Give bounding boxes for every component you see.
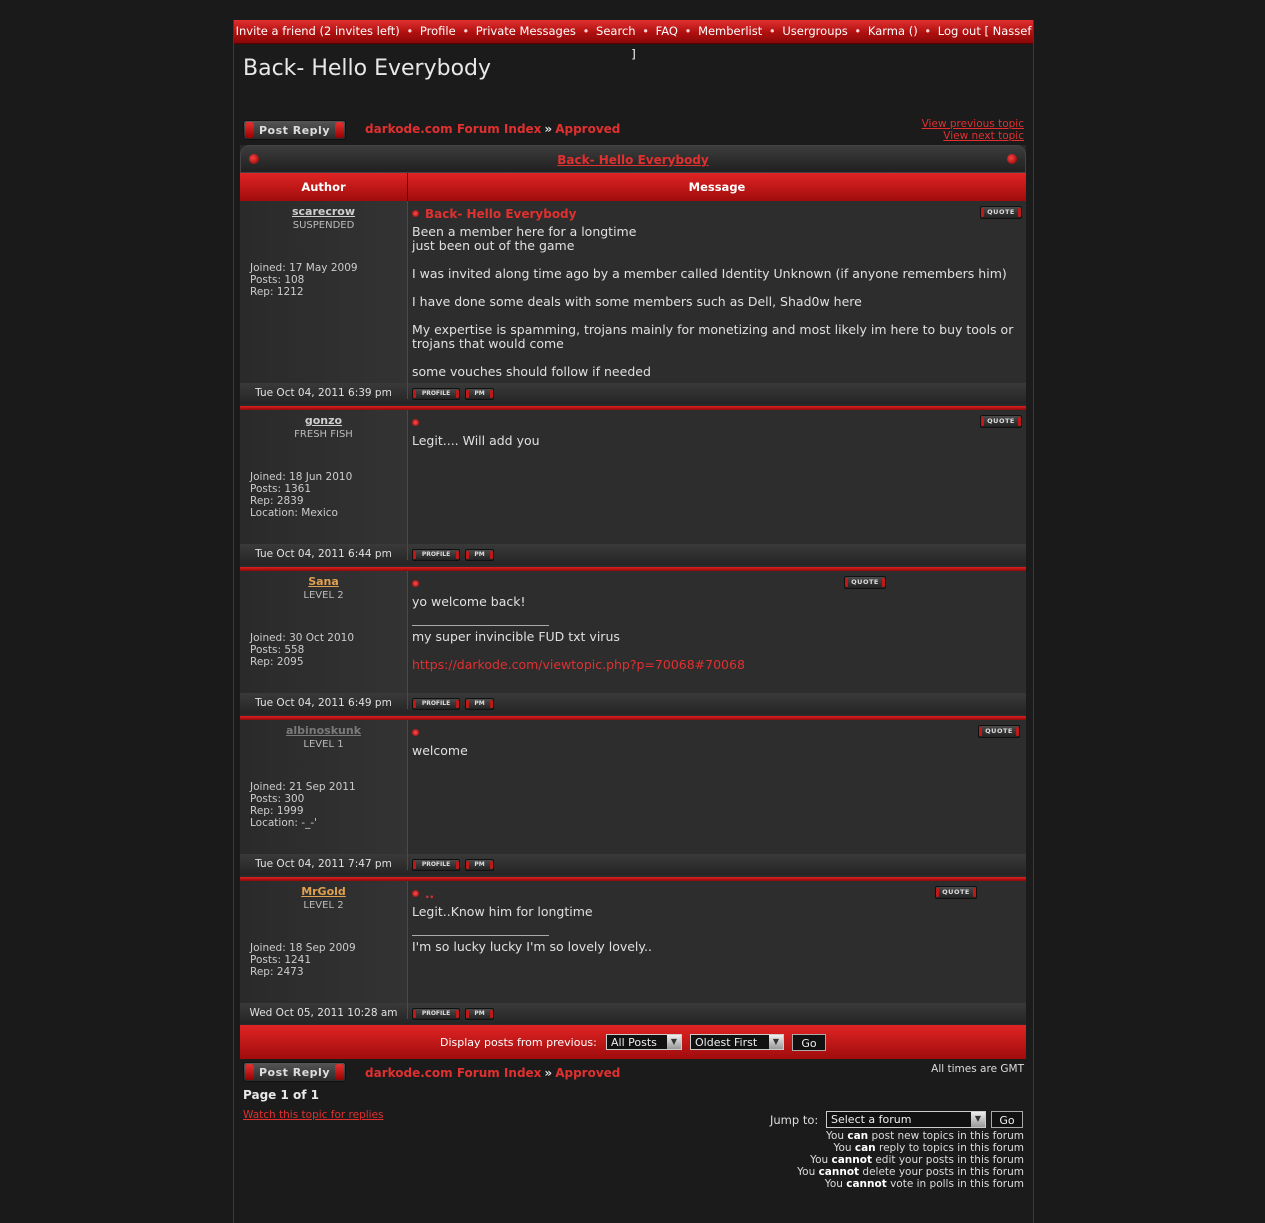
breadcrumb-forum-approved[interactable]: Approved	[555, 1066, 621, 1080]
post-date: Wed Oct 05, 2011 10:28 am	[240, 1003, 408, 1019]
author-location: Location: Mexico	[250, 507, 338, 519]
quote-button[interactable]: QUOTE	[978, 725, 1020, 738]
post-footer	[240, 383, 1026, 404]
post-subject	[412, 416, 425, 430]
top-navigation	[234, 20, 1033, 61]
jump-to-label: Jump to:	[770, 1113, 819, 1127]
forum-permissions	[797, 1130, 1024, 1190]
post-bullet-icon	[412, 210, 419, 217]
post-bullet-icon	[412, 419, 419, 426]
post-author-info	[250, 781, 356, 829]
page-title: Back- Hello Everybody	[243, 56, 492, 81]
topic-navigation-links	[922, 118, 1024, 142]
author-rep: Rep: 2095	[250, 656, 304, 668]
quote-button[interactable]: QUOTE	[980, 206, 1022, 219]
nav-item-6[interactable]: Usergroups	[782, 24, 848, 38]
display-posts-select[interactable]: All Posts ▼	[606, 1034, 682, 1050]
breadcrumb-bottom: darkode.com Forum Index » Approved	[365, 1066, 621, 1080]
post-message	[408, 720, 1026, 854]
author-posts: Posts: 558	[250, 644, 305, 656]
post-date: Tue Oct 04, 2011 7:47 pm	[240, 854, 408, 870]
permission-line: You cannot vote in polls in this forum	[824, 1178, 1024, 1190]
profile-button[interactable]: PROFILE	[412, 549, 460, 561]
post-message	[408, 881, 1026, 1003]
posts-table	[240, 145, 1026, 1059]
signature-divider	[412, 625, 549, 626]
post-footer	[240, 854, 1026, 875]
nav-separator: •	[578, 24, 594, 38]
quote-button[interactable]: QUOTE	[844, 576, 886, 589]
nav-separator: •	[680, 24, 696, 38]
post-author-rank: SUSPENDED	[292, 220, 355, 231]
nav-item-7[interactable]: Karma ()	[867, 24, 918, 38]
display-go-button[interactable]: Go	[792, 1034, 826, 1051]
permission-line: You can post new topics in this forum	[825, 1130, 1024, 1142]
pm-button[interactable]: PM	[465, 859, 494, 871]
post-message	[408, 410, 1026, 544]
post-date: Tue Oct 04, 2011 6:44 pm	[240, 544, 408, 560]
page-wrapper	[233, 20, 1034, 1223]
display-options-bar	[240, 1025, 1026, 1059]
post-author-name[interactable]: gonzo	[304, 414, 343, 427]
author-joined: Joined: 17 May 2009	[250, 262, 358, 274]
author-rep: Rep: 2839	[250, 495, 304, 507]
nav-item-8[interactable]: Log out [ Nassef ]	[631, 24, 1032, 61]
post-author-info	[250, 262, 358, 298]
table-title-bar	[240, 145, 1026, 173]
author-location: Location: -_-'	[250, 817, 317, 829]
author-posts: Posts: 300	[250, 793, 305, 805]
jump-to-select[interactable]: Select a forum ▼	[826, 1111, 986, 1128]
chevron-down-icon: ▼	[769, 1035, 783, 1049]
pm-button[interactable]: PM	[465, 549, 494, 561]
display-options-label: Display posts from previous:	[440, 1036, 597, 1049]
nav-separator: •	[458, 24, 473, 38]
post-author-name[interactable]: scarecrow	[291, 205, 356, 218]
breadcrumb-forum-index[interactable]: darkode.com Forum Index	[365, 1066, 542, 1080]
post-signature: my super invincible FUD txt virus	[412, 629, 620, 644]
page-info: Page 1 of 1	[243, 1088, 319, 1102]
breadcrumb-forum-index[interactable]: darkode.com Forum Index	[365, 122, 542, 136]
profile-button[interactable]: PROFILE	[412, 698, 460, 710]
signature-link[interactable]: https://darkode.com/viewtopic.php?p=70068#70068	[412, 657, 745, 672]
post-author-rank: LEVEL 2	[303, 590, 344, 601]
author-rep: Rep: 1212	[250, 286, 304, 298]
post-author-info	[250, 471, 352, 519]
post	[240, 720, 1026, 875]
signature-divider	[412, 935, 549, 936]
permission-line: You cannot delete your posts in this forum	[797, 1166, 1024, 1178]
post-footer	[240, 1003, 1026, 1024]
title-bar-right-dot-icon	[1007, 154, 1017, 164]
nav-item-2[interactable]: Private Messages	[475, 24, 576, 38]
post	[240, 571, 1026, 714]
nav-item-5[interactable]: Memberlist	[698, 24, 763, 38]
post-message	[408, 201, 1026, 383]
post-author-info	[250, 942, 356, 978]
column-header-author: Author	[240, 173, 408, 202]
title-bar-left-dot-icon	[249, 154, 259, 164]
post-author-panel	[240, 571, 408, 693]
author-rep: Rep: 1999	[250, 805, 304, 817]
nav-separator: •	[765, 24, 780, 38]
nav-item-0[interactable]: Invite a friend (2 invites left)	[235, 24, 400, 38]
nav-separator: •	[920, 24, 935, 38]
author-posts: Posts: 108	[250, 274, 305, 286]
post-author-info	[250, 632, 354, 668]
nav-separator: •	[402, 24, 417, 38]
post-author-rank: LEVEL 1	[303, 739, 344, 750]
post-author-panel	[240, 410, 408, 544]
post-message	[408, 571, 1026, 693]
permission-line: You cannot edit your posts in this forum	[810, 1154, 1024, 1166]
post-footer	[240, 693, 1026, 714]
post-reply-button[interactable]: Post Reply	[243, 120, 346, 140]
post-footer	[240, 544, 1026, 565]
post-bullet-icon	[412, 729, 419, 736]
column-header-message: Message	[408, 173, 1026, 202]
pm-button[interactable]: PM	[465, 1008, 494, 1020]
profile-button[interactable]: PROFILE	[412, 859, 460, 871]
pm-button[interactable]: PM	[465, 388, 494, 400]
post-body: Legit..Know him for longtime I'm so lucky lucky I'm so lovely lovely..	[412, 904, 652, 954]
post-date: Tue Oct 04, 2011 6:39 pm	[240, 383, 408, 399]
quote-button[interactable]: QUOTE	[935, 886, 977, 899]
timezone-note: All times are GMT	[931, 1063, 1024, 1075]
breadcrumb: darkode.com Forum Index » Approved	[365, 122, 621, 136]
pm-button[interactable]: PM	[465, 698, 494, 710]
nav-separator: •	[638, 24, 653, 38]
watch-topic-link[interactable]: Watch this topic for replies	[243, 1109, 384, 1121]
post-bullet-icon	[412, 580, 419, 587]
post-bullet-icon	[412, 890, 419, 897]
author-joined: Joined: 30 Oct 2010	[250, 632, 355, 644]
nav-item-1[interactable]: Profile	[419, 24, 456, 38]
author-joined: Joined: 21 Sep 2011	[250, 781, 356, 793]
author-posts: Posts: 1361	[250, 483, 312, 495]
post-author-panel	[240, 201, 408, 383]
view-next-topic-link[interactable]: View next topic	[943, 130, 1024, 142]
post-author-panel	[240, 720, 408, 854]
sort-order-select[interactable]: Oldest First ▼	[690, 1034, 784, 1050]
author-joined: Joined: 18 Jun 2010	[250, 471, 353, 483]
post-date: Tue Oct 04, 2011 6:49 pm	[240, 693, 408, 709]
post-author-name[interactable]: MrGold	[301, 885, 346, 898]
quote-button[interactable]: QUOTE	[980, 415, 1022, 428]
nav-item-3[interactable]: Search	[596, 24, 636, 38]
post-body: Been a member here for a longtime just been out of the game I was invited along time ago by a member called Identity Unknown (if anyone remembers him) I have done some deals with some members such as Dell, Shad0w here My expertise is spamming, trojans mainly for monetizing and most likely im here to buy tools or trojans that would come some vouches should follow if needed	[412, 224, 1014, 379]
post-author-name[interactable]: Sana	[308, 575, 339, 588]
post-subject: ..	[412, 887, 434, 901]
chevron-down-icon: ▼	[667, 1035, 681, 1049]
post-author-rank: FRESH FISH	[294, 429, 353, 440]
post-signature: I'm so lucky lucky I'm so lovely lovely..	[412, 939, 652, 954]
author-posts: Posts: 1241	[250, 954, 312, 966]
post-body: Legit.... Will add you	[412, 433, 540, 448]
nav-separator: •	[850, 24, 865, 38]
permission-line: You can reply to topics in this forum	[833, 1142, 1024, 1154]
view-previous-topic-link[interactable]: View previous topic	[921, 118, 1024, 130]
post-body: yo welcome back! my super invincible FUD txt virus https://darkode.com/viewtopic.php?p=70068#70068	[412, 594, 745, 672]
jump-go-button[interactable]: Go	[991, 1111, 1023, 1128]
post	[240, 881, 1026, 1024]
author-rep: Rep: 2473	[250, 966, 304, 978]
nav-item-4[interactable]: FAQ	[655, 24, 678, 38]
post-author-name[interactable]: albinoskunk	[285, 724, 362, 737]
profile-button[interactable]: PROFILE	[412, 1008, 460, 1020]
post-author-panel	[240, 881, 408, 1003]
post-author-rank: LEVEL 2	[303, 900, 344, 911]
chevron-down-icon: ▼	[971, 1112, 985, 1127]
post	[240, 201, 1026, 404]
author-joined: Joined: 18 Sep 2009	[250, 942, 356, 954]
post-subject	[412, 726, 425, 740]
post-subject	[412, 577, 425, 591]
breadcrumb-forum-approved[interactable]: Approved	[555, 122, 621, 136]
table-title-link[interactable]: Back- Hello Everybody	[557, 153, 709, 167]
profile-button[interactable]: PROFILE	[412, 388, 460, 400]
post	[240, 410, 1026, 565]
post-subject: Back- Hello Everybody	[412, 207, 576, 221]
post-body: welcome	[412, 743, 468, 758]
post-reply-button-bottom[interactable]: Post Reply	[243, 1062, 346, 1082]
